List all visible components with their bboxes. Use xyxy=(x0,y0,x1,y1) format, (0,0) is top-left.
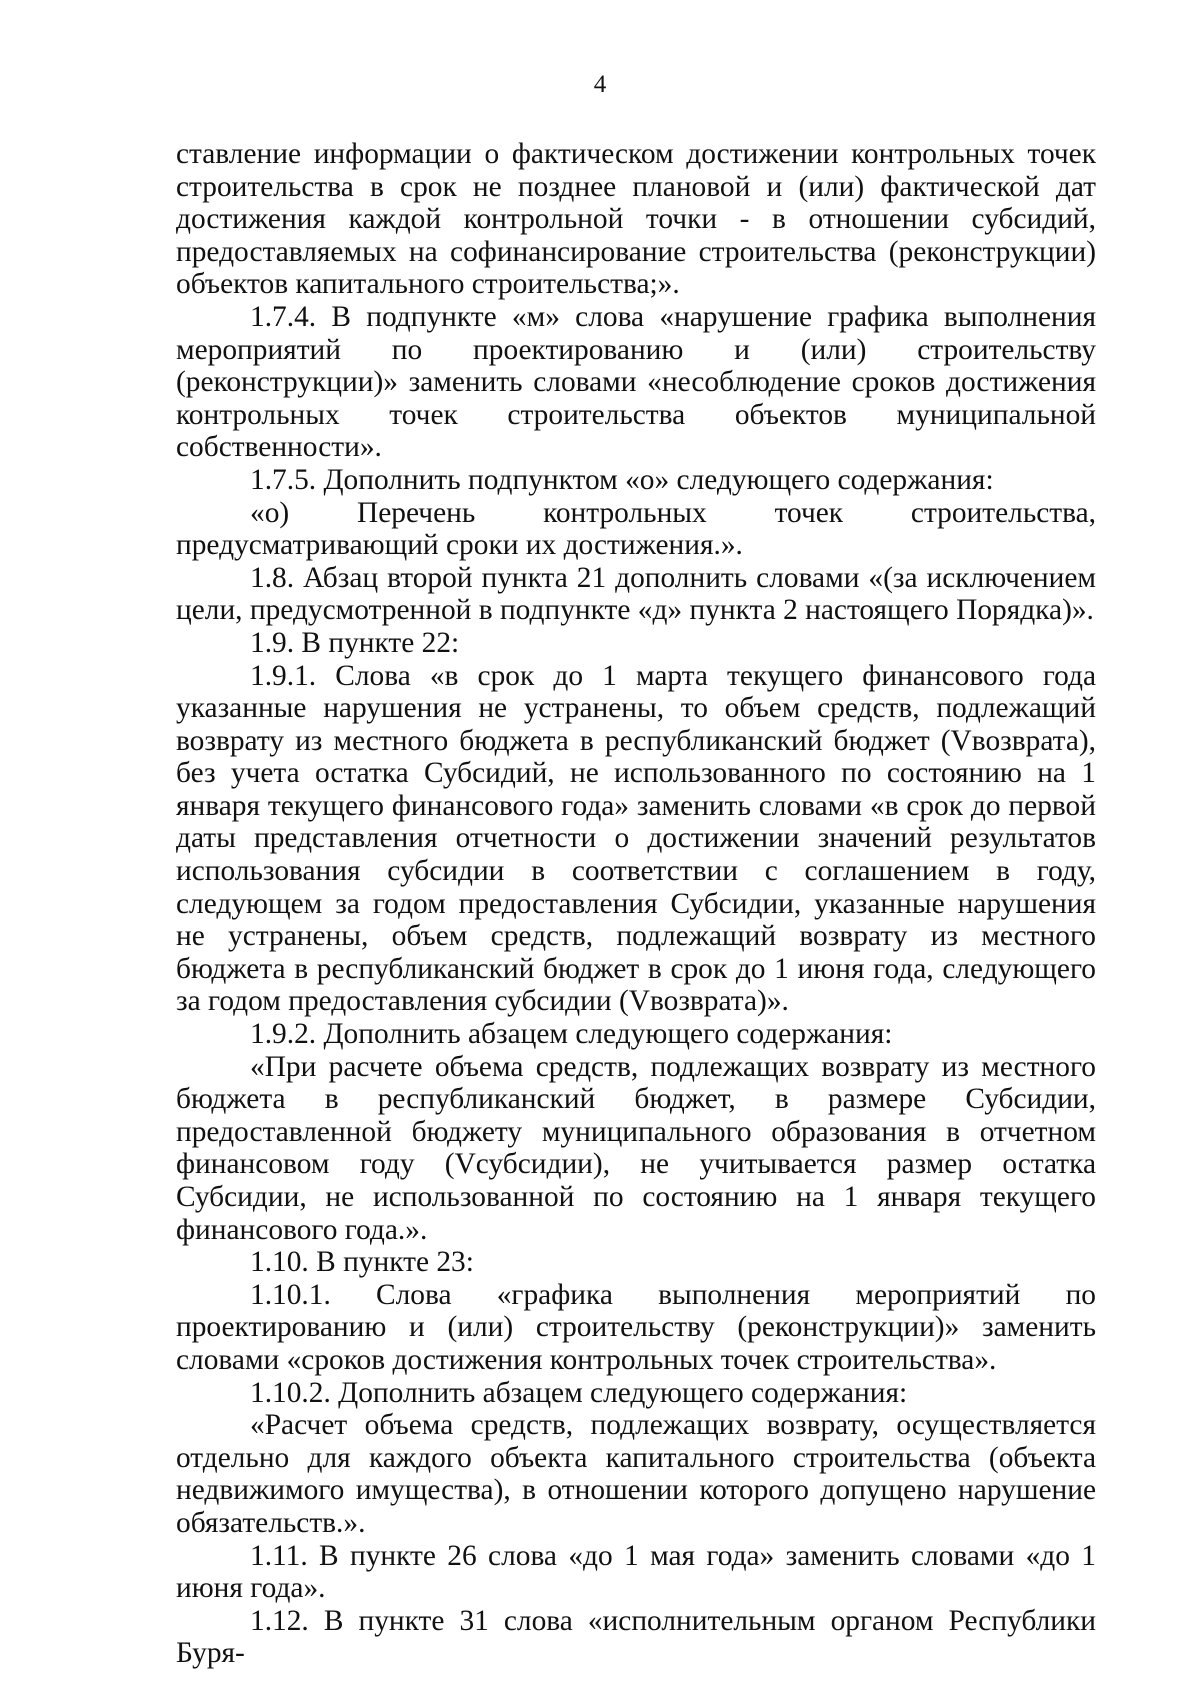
paragraph-1-9-2: 1.9.2. Дополнить абзацем следующего содержания: xyxy=(250,1018,893,1051)
paragraph-1-10-1: 1.10.1. Слова «графика выполнения мероприятий по проектированию и (или) строительству (реконструкции)» заменить словами «сроков достижения контрольных точек строительства». xyxy=(176,1278,1096,1376)
paragraph-1-10: 1.10. В пункте 23: xyxy=(250,1246,474,1279)
paragraph-1-9: 1.9. В пункте 22: xyxy=(250,626,460,659)
paragraph-1-10-2: 1.10.2. Дополнить абзацем следующего содержания: xyxy=(250,1376,908,1409)
paragraph-1-9-1: 1.9.1. Слова «в срок до 1 марта текущего финансового года указанные нарушения не устранены, то объем средств, подлежащий возврату из местного бюджета в республиканский бюджет (Vвозврата), без учета остатка Субсидий, не использованного по состоянию на 1 января текущего финансового года» заменить словами «в срок до первой даты представления отчетности о достижении значений результатов использования субсидии в соответствии с соглашением в году, следующем за годом предоставления Субсидии, указанные нарушения не устранены, объем средств, подлежащий возврату из местного бюджета в республиканский бюджет в срок до 1 июня года, следующего за годом предоставления субсидии (Vвозврата)». xyxy=(176,659,1096,1018)
paragraph-1: ставление информации о фактическом достижении контрольных точек строительства в срок не позднее плановой и (или) фактической дат достижения каждой контрольной точки - в отношении субсидий, предоставляемых на софинансирование строительства (реконструкции) объектов капитального строительства;». xyxy=(176,138,1096,301)
paragraph-subpoint-o: «о) Перечень контрольных точек строительства, предусматривающий сроки их достижения.». xyxy=(176,496,1096,562)
paragraph-1-11: 1.11. В пункте 26 слова «до 1 мая года» заменить словами «до 1 июня года». xyxy=(176,1539,1096,1605)
paragraph-1-7-4: 1.7.4. В подпункте «м» слова «нарушение графика выполнения мероприятий по проектированию и (или) строительству (реконструкции)» заменить словами «несоблюдение сроков достижения контрольных точек строительства объектов муниципальной собственности». xyxy=(176,300,1096,464)
page-number: 4 xyxy=(593,71,607,98)
paragraph-calculation-note: «При расчете объема средств, подлежащих возврату из местного бюджета в республиканский бюджет, в размере Субсидии, предоставленной бюджету муниципального образования в отчетном финансовом году (Vсубсидии), не учитывается размер остатка Субсидии, не использованной по состоянию на 1 января текущего финансового года.». xyxy=(176,1050,1096,1246)
document-body xyxy=(176,138,1096,1670)
paragraph-1-8: 1.8. Абзац второй пункта 21 дополнить словами «(за исключением цели, предусмотренной в подпункте «д» пункта 2 настоящего Порядка)». xyxy=(176,561,1096,627)
paragraph-1-7-5: 1.7.5. Дополнить подпунктом «о» следующего содержания: xyxy=(250,463,994,496)
paragraph-refund-calculation: «Расчет объема средств, подлежащих возврату, осуществляется отдельно для каждого объекта капитального строительства (объекта недвижимого имущества), в отношении которого допущено нарушение обязательств.». xyxy=(176,1409,1096,1539)
paragraph-1-12: 1.12. В пункте 31 слова «исполнительным органом Республики Буря- xyxy=(176,1604,1096,1670)
